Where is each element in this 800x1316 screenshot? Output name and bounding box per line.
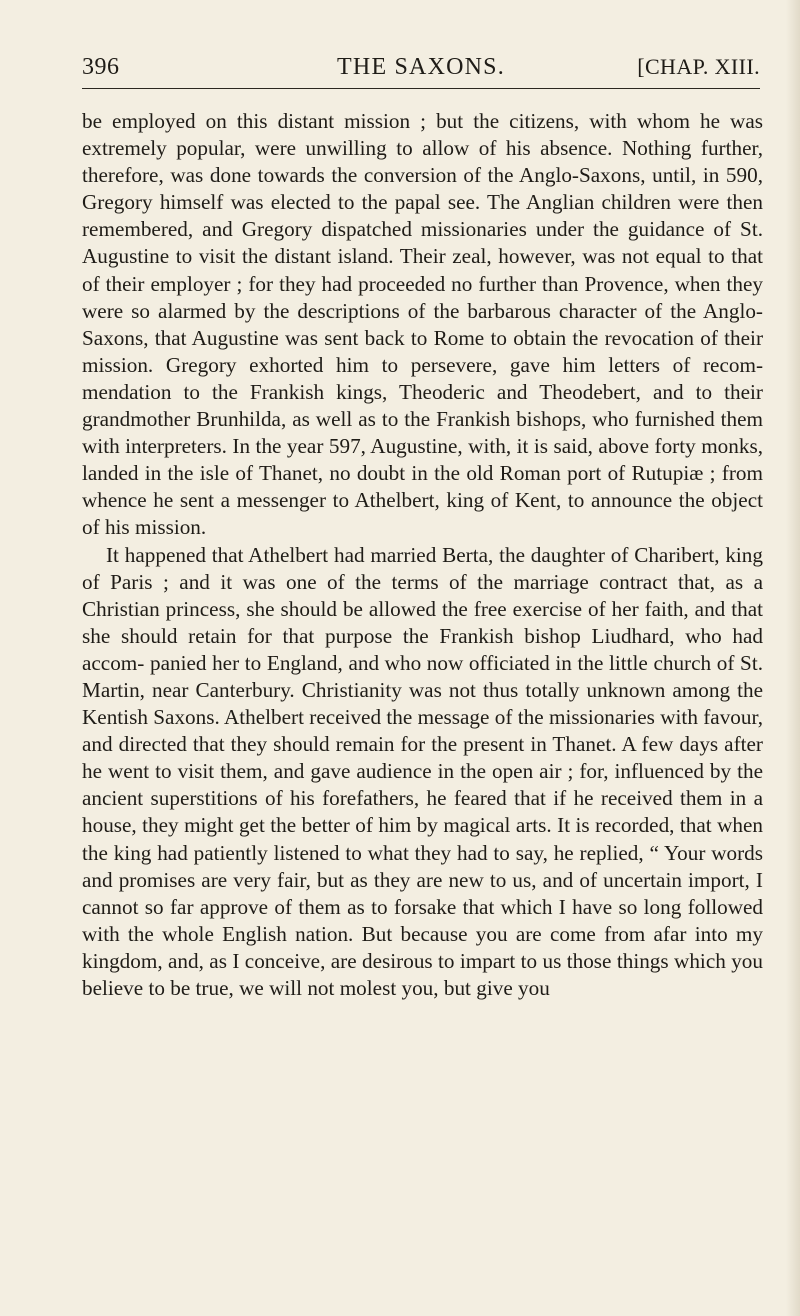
paragraph-2: It happened that Athelbert had married Berta, the daughter of Charibert, king of Paris ; and it was one of the terms of the marriage contract that, as a Christian princess, she should be allowed the free exercise of her faith, and that she should retain for that purpose the Frankish bishop Liudhard, who had accom- panied her to England, and who now officiated in the little church of St. Martin, near Canterbury. Christianity was not thus totally unknown among the Kentish Saxons. Athelbert received the message of the missionaries with favour, and directed that they should remain for the present in Thanet. A few days after he went to visit them, and gave audience in the open air ; for, influenced by the ancient superstitions of his forefathers, he feared that if he received them in a house, they might get the better of him by magical arts. It is recorded, that when the king had patiently listened to what they had to say, he replied, “ Your words and promises are very fair, but as they are new to us, and of uncertain import, I cannot so far approve of them as to forsake that which I have so long followed with the whole English nation. But because you are come from afar into my kingdom, and, as I conceive, are desirous to impart to us those things which you believe to be true, we will not molest you, but give you (82, 542, 763, 1000)
header-rule (82, 88, 760, 89)
chapter-reference: [CHAP. XIII. (637, 54, 760, 79)
running-head (82, 52, 760, 82)
paragraph-1: be employed on this distant mission ; but the citizens, with whom he was extremely popular, were unwilling to allow of his absence. Nothing further, therefore, was done towards the conversion of the Anglo-Saxons, until, in 590, Gregory himself was elected to the papal see. The Anglian children were then remembered, and Gregory dispatched missionaries under the guidance of St. Augustine to visit the distant island. Their zeal, however, was not equal to that of their employer ; for they had proceeded no further than Provence, when they were so alarmed by the descriptions of the barbarous character of the Anglo-Saxons, that Augustine was sent back to Rome to obtain the revocation of their mission. Gregory exhorted him to persevere, gave him letters of recom- mendation to the Frankish kings, Theoderic and Theodebert, and to their grandmother Brunhilda, as well as to the Frankish bishops, who furnished them with interpreters. In the year 597, Augustine, with, it is said, above forty monks, landed in the isle of Thanet, no doubt in the old Roman port of Rutupiæ ; from whence he sent a messenger to Athelbert, king of Kent, to announce the object of his mission. (82, 109, 763, 540)
body-text (82, 108, 763, 1002)
running-title: THE SAXONS. (337, 54, 505, 80)
page-number: 396 (82, 54, 120, 80)
page-edge-shadow (786, 0, 800, 1316)
